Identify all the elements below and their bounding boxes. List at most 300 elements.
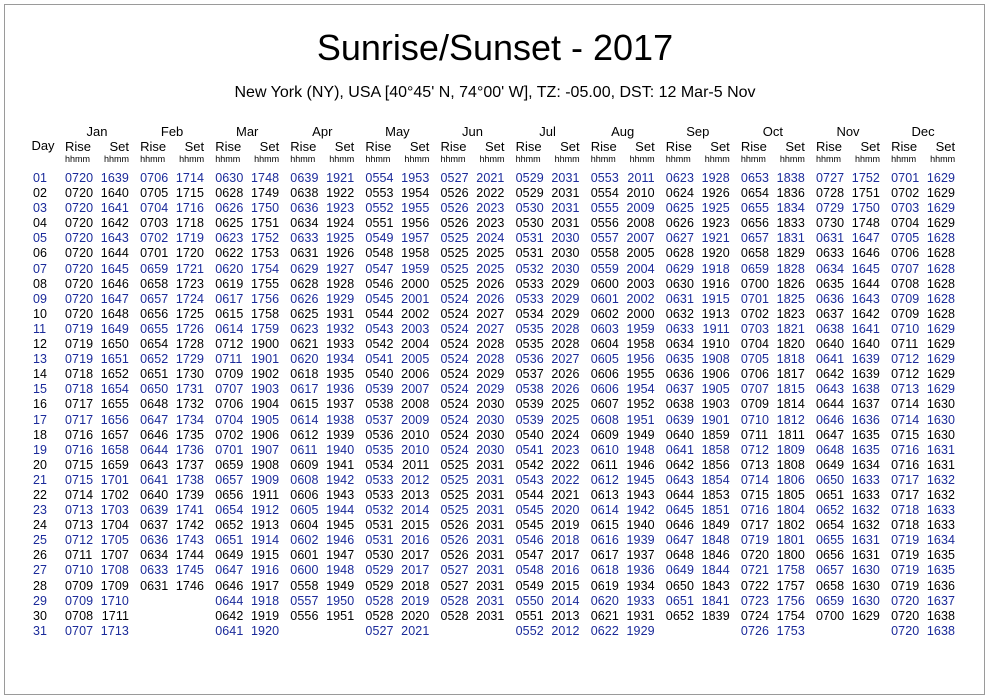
table-row xyxy=(664,277,732,292)
table-row xyxy=(664,428,732,443)
rise-time: 0528 xyxy=(365,608,394,623)
table-row xyxy=(138,262,206,277)
day-column xyxy=(33,171,59,639)
set-time: 1905 xyxy=(250,412,280,427)
set-time: 2031 xyxy=(476,487,505,502)
set-label: Set xyxy=(785,139,805,154)
table-row xyxy=(213,171,281,186)
set-time: 2030 xyxy=(551,246,580,261)
rise-time: 0717 xyxy=(65,412,94,427)
rise-time: 0525 xyxy=(440,231,469,246)
table-row xyxy=(889,246,957,261)
rise-time: 0524 xyxy=(440,306,469,321)
set-time: 1940 xyxy=(626,518,655,533)
table-row xyxy=(439,201,507,216)
rise-time: 0527 xyxy=(440,578,469,593)
table-row xyxy=(288,563,356,578)
rise-time: 0534 xyxy=(515,306,544,321)
table-row xyxy=(664,397,732,412)
set-time: 2030 xyxy=(476,427,505,442)
table-row xyxy=(814,579,882,594)
set-time: 1730 xyxy=(175,367,205,382)
rise-time: 0649 xyxy=(665,563,695,578)
set-time: 1640 xyxy=(100,186,129,201)
set-time: 1808 xyxy=(776,457,805,472)
table-row xyxy=(514,201,582,216)
unit-header xyxy=(664,154,732,165)
set-time: 1829 xyxy=(776,246,805,261)
set-time: 1914 xyxy=(250,533,280,548)
set-time: 2017 xyxy=(401,563,430,578)
day-number: 10 xyxy=(33,306,48,321)
set-time: 1635 xyxy=(851,427,880,442)
set-time: 2011 xyxy=(402,457,430,472)
table-row xyxy=(514,579,582,594)
set-time: 1958 xyxy=(401,246,430,261)
table-row xyxy=(739,443,807,458)
set-time: 1707 xyxy=(100,548,129,563)
table-row xyxy=(739,579,807,594)
set-time: 2010 xyxy=(401,442,430,457)
table-row xyxy=(514,382,582,397)
table-row xyxy=(589,624,657,639)
table-row xyxy=(589,548,657,563)
rise-time: 0528 xyxy=(440,608,469,623)
set-time: 1946 xyxy=(326,533,355,548)
rise-set-header xyxy=(814,139,882,154)
rise-label: Rise xyxy=(215,139,242,154)
set-time: 1853 xyxy=(701,487,730,502)
set-time: 1843 xyxy=(701,578,730,593)
table-row xyxy=(664,458,732,473)
table-row xyxy=(514,413,582,428)
table-row xyxy=(514,473,582,488)
day-number: 09 xyxy=(33,291,48,306)
rise-time: 0623 xyxy=(215,231,244,246)
rise-time: 0541 xyxy=(365,352,394,367)
rise-time: 0634 xyxy=(140,548,169,563)
unit-label: hhmm xyxy=(854,154,880,164)
set-time: 1925 xyxy=(326,231,355,246)
table-row xyxy=(363,322,431,337)
table-row xyxy=(889,201,957,216)
rise-time: 0554 xyxy=(590,186,619,201)
unit-label: hhmm xyxy=(290,154,316,164)
unit-label: hhmm xyxy=(254,154,280,164)
rise-time: 0617 xyxy=(590,548,619,563)
set-time: 1939 xyxy=(326,427,355,442)
rise-time: 0656 xyxy=(816,548,845,563)
rise-time: 0524 xyxy=(440,352,469,367)
rise-time: 0651 xyxy=(665,593,695,608)
table-row xyxy=(589,443,657,458)
table-row xyxy=(814,428,882,443)
table-row xyxy=(589,216,657,231)
table-row xyxy=(213,337,281,352)
month-name: Jun xyxy=(462,124,483,139)
rise-time: 0647 xyxy=(816,427,845,442)
table-row xyxy=(589,231,657,246)
set-time: 1635 xyxy=(926,563,956,578)
table-row xyxy=(213,277,281,292)
set-time: 1716 xyxy=(175,201,205,216)
set-time: 1820 xyxy=(776,337,805,352)
table-row xyxy=(63,473,131,488)
set-time: 1629 xyxy=(926,337,956,352)
rise-time: 0619 xyxy=(590,578,619,593)
set-time: 2025 xyxy=(551,397,580,412)
set-time: 1933 xyxy=(626,593,655,608)
set-time: 2001 xyxy=(401,291,430,306)
table-row xyxy=(138,458,206,473)
rise-time: 0727 xyxy=(816,171,845,185)
unit-header xyxy=(213,154,281,165)
table-row xyxy=(63,352,131,367)
set-time: 2021 xyxy=(551,487,580,502)
rise-time: 0612 xyxy=(290,427,319,442)
set-time: 1936 xyxy=(626,563,655,578)
table-row xyxy=(664,563,732,578)
table-row xyxy=(664,533,732,548)
set-time: 1644 xyxy=(851,276,880,291)
table-row xyxy=(739,292,807,307)
set-time: 1643 xyxy=(851,291,880,306)
table-row xyxy=(363,201,431,216)
rise-time: 0637 xyxy=(140,518,169,533)
set-time: 1638 xyxy=(926,608,956,623)
table-row xyxy=(889,262,957,277)
rise-time: 0525 xyxy=(440,246,469,261)
table-row xyxy=(814,563,882,578)
set-time: 2024 xyxy=(476,231,505,246)
rise-time: 0543 xyxy=(515,472,544,487)
set-time: 1931 xyxy=(626,608,655,623)
table-row xyxy=(213,413,281,428)
rise-time: 0644 xyxy=(140,442,169,457)
set-time: 2002 xyxy=(401,306,430,321)
table-row xyxy=(288,518,356,533)
table-row xyxy=(739,352,807,367)
rise-label: Rise xyxy=(740,139,767,154)
rise-time: 0524 xyxy=(440,412,469,427)
table-row xyxy=(814,322,882,337)
set-time: 2029 xyxy=(476,367,505,382)
set-label: Set xyxy=(560,139,580,154)
set-time: 2027 xyxy=(476,306,505,321)
set-time: 1913 xyxy=(250,518,280,533)
table-row xyxy=(213,488,281,503)
table-row xyxy=(514,548,582,563)
unit-label: hhmm xyxy=(179,154,205,164)
table-row xyxy=(514,443,582,458)
set-time: 1644 xyxy=(100,246,129,261)
table-row xyxy=(439,443,507,458)
table-row xyxy=(889,382,957,397)
set-time: 1928 xyxy=(701,171,730,185)
set-time: 2027 xyxy=(551,352,580,367)
table-row xyxy=(288,503,356,518)
set-label: Set xyxy=(109,139,129,154)
rise-time: 0546 xyxy=(515,533,544,548)
rise-time: 0544 xyxy=(515,487,544,502)
table-row xyxy=(288,246,356,261)
rise-time: 0658 xyxy=(816,578,845,593)
rise-time: 0719 xyxy=(891,548,920,563)
rise-time: 0713 xyxy=(891,382,920,397)
set-time: 1726 xyxy=(175,321,205,336)
month-header-may xyxy=(363,124,431,169)
table-row xyxy=(288,458,356,473)
set-time: 1634 xyxy=(926,533,956,548)
rise-time: 0526 xyxy=(440,201,469,216)
set-time: 1759 xyxy=(250,321,280,336)
set-time: 2017 xyxy=(551,548,580,563)
table-row xyxy=(439,246,507,261)
set-time: 1935 xyxy=(326,367,355,382)
set-time: 2011 xyxy=(627,171,655,185)
rise-time: 0718 xyxy=(891,503,920,518)
rise-time: 0542 xyxy=(365,337,394,352)
rise-label: Rise xyxy=(891,139,918,154)
set-time: 1915 xyxy=(250,548,280,563)
set-time: 1637 xyxy=(926,593,956,608)
rise-time: 0720 xyxy=(65,276,94,291)
rise-time: 0524 xyxy=(440,442,469,457)
set-time: 2031 xyxy=(476,593,505,608)
table-row xyxy=(889,458,957,473)
table-row xyxy=(138,397,206,412)
table-row xyxy=(439,262,507,277)
table-row xyxy=(288,579,356,594)
rise-time: 0623 xyxy=(665,171,695,185)
rise-time: 0524 xyxy=(440,382,469,397)
table-row xyxy=(213,292,281,307)
rise-time: 0638 xyxy=(816,321,845,336)
rise-time: 0719 xyxy=(891,578,920,593)
unit-header xyxy=(814,154,882,165)
set-time: 2031 xyxy=(476,533,505,548)
rise-time: 0718 xyxy=(65,367,94,382)
set-time: 1641 xyxy=(100,201,129,216)
rise-time: 0555 xyxy=(590,201,619,216)
table-row xyxy=(439,307,507,322)
table-row xyxy=(514,518,582,533)
rise-time: 0637 xyxy=(816,306,845,321)
table-row xyxy=(439,216,507,231)
set-time: 1955 xyxy=(401,201,430,216)
rise-time: 0724 xyxy=(740,608,770,623)
set-time: 1632 xyxy=(851,518,880,533)
rise-time: 0547 xyxy=(515,548,544,563)
unit-label: hhmm xyxy=(404,154,430,164)
rise-time: 0640 xyxy=(816,337,845,352)
rise-time: 0526 xyxy=(440,548,469,563)
set-time: 2009 xyxy=(401,412,430,427)
rise-time: 0652 xyxy=(140,352,169,367)
table-row xyxy=(363,337,431,352)
rise-time: 0706 xyxy=(740,367,770,382)
set-time: 1906 xyxy=(701,367,730,382)
rise-time: 0711 xyxy=(215,352,243,367)
set-time: 1926 xyxy=(326,246,355,261)
set-time: 1933 xyxy=(326,337,355,352)
rise-time: 0547 xyxy=(365,261,394,276)
set-time: 1748 xyxy=(250,171,280,185)
unit-label: hhmm xyxy=(704,154,730,164)
table-row xyxy=(814,277,882,292)
table-row xyxy=(213,322,281,337)
table-row xyxy=(363,563,431,578)
set-time: 2008 xyxy=(626,216,655,231)
rise-set-header xyxy=(363,139,431,154)
rise-time: 0658 xyxy=(140,276,169,291)
unit-label: hhmm xyxy=(891,154,917,164)
set-time: 1657 xyxy=(100,427,129,442)
month-name: Apr xyxy=(312,124,333,139)
rise-time: 0719 xyxy=(740,533,770,548)
table-row xyxy=(363,548,431,563)
set-time: 1928 xyxy=(326,276,355,291)
set-time: 2018 xyxy=(401,578,430,593)
set-time: 1758 xyxy=(776,563,805,578)
set-time: 1631 xyxy=(926,457,956,472)
set-time: 1911 xyxy=(702,321,730,336)
rise-time: 0650 xyxy=(665,578,695,593)
rise-time: 0621 xyxy=(590,608,619,623)
table-row xyxy=(63,382,131,397)
table-row xyxy=(439,488,507,503)
set-time: 1742 xyxy=(175,518,205,533)
table-row xyxy=(213,352,281,367)
set-time: 1752 xyxy=(250,231,280,246)
set-time: 1801 xyxy=(776,533,805,548)
set-time: 1823 xyxy=(776,306,805,321)
set-time: 1630 xyxy=(926,412,956,427)
rise-time: 0720 xyxy=(740,548,770,563)
rise-time: 0611 xyxy=(290,442,318,457)
day-number: 07 xyxy=(33,261,48,276)
rise-time: 0533 xyxy=(365,472,394,487)
table-row xyxy=(363,443,431,458)
rise-time: 0641 xyxy=(665,442,695,457)
table-row xyxy=(63,231,131,246)
day-number: 04 xyxy=(33,216,48,231)
set-time: 1932 xyxy=(326,321,355,336)
set-time: 2008 xyxy=(401,397,430,412)
unit-header xyxy=(363,154,431,165)
rise-time: 0712 xyxy=(891,352,920,367)
rise-time: 0608 xyxy=(290,472,319,487)
rise-time: 0545 xyxy=(365,291,394,306)
set-time: 1949 xyxy=(626,427,655,442)
rise-time: 0538 xyxy=(515,382,544,397)
set-time: 1628 xyxy=(926,306,956,321)
table-row xyxy=(439,609,507,624)
set-time: 1753 xyxy=(250,246,280,261)
rise-time: 0546 xyxy=(365,276,394,291)
set-time: 1846 xyxy=(701,548,730,563)
rise-time: 0714 xyxy=(740,472,770,487)
set-time: 2013 xyxy=(401,487,430,502)
rise-time: 0709 xyxy=(65,593,94,608)
table-row xyxy=(63,624,131,639)
rise-time: 0649 xyxy=(215,548,244,563)
table-row xyxy=(439,367,507,382)
table-row xyxy=(63,171,131,186)
set-time: 2020 xyxy=(401,608,430,623)
rise-time: 0606 xyxy=(290,487,319,502)
rise-time: 0533 xyxy=(515,276,544,291)
table-row xyxy=(514,428,582,443)
set-time: 1916 xyxy=(701,276,730,291)
set-time: 1745 xyxy=(175,563,205,578)
table-row xyxy=(213,594,281,609)
set-time: 1805 xyxy=(776,487,805,502)
set-time: 1959 xyxy=(401,261,430,276)
table-row xyxy=(814,458,882,473)
day-header: Day xyxy=(31,138,55,153)
table-row xyxy=(213,216,281,231)
rise-time: 0636 xyxy=(140,533,169,548)
table-row xyxy=(288,307,356,322)
table-row xyxy=(739,231,807,246)
table-row xyxy=(63,292,131,307)
table-row xyxy=(739,186,807,201)
table-row xyxy=(739,307,807,322)
set-time: 1942 xyxy=(326,472,355,487)
table-row xyxy=(138,533,206,548)
rise-time: 0622 xyxy=(215,246,244,261)
rise-time: 0710 xyxy=(740,412,770,427)
table-row xyxy=(439,186,507,201)
table-row xyxy=(363,262,431,277)
month-name: Jan xyxy=(86,124,108,139)
set-label: Set xyxy=(409,139,430,154)
set-time: 1949 xyxy=(326,578,355,593)
table-row xyxy=(363,231,431,246)
table-row xyxy=(589,352,657,367)
rise-time: 0608 xyxy=(590,412,619,427)
month-header-jul xyxy=(514,124,582,169)
rise-time: 0644 xyxy=(665,487,695,502)
table-row xyxy=(514,397,582,412)
table-row xyxy=(739,458,807,473)
table-row xyxy=(363,518,431,533)
rise-time: 0712 xyxy=(740,442,770,457)
set-time: 1629 xyxy=(926,171,956,185)
rise-time: 0548 xyxy=(515,563,544,578)
set-time: 2015 xyxy=(551,578,580,593)
rise-set-header xyxy=(439,139,507,154)
rise-time: 0647 xyxy=(665,533,695,548)
table-row xyxy=(439,171,507,186)
rise-time: 0552 xyxy=(365,201,394,216)
table-row xyxy=(514,352,582,367)
table-row xyxy=(664,413,732,428)
rise-time: 0627 xyxy=(665,231,695,246)
day-column-header xyxy=(30,138,56,153)
table-row xyxy=(439,579,507,594)
set-time: 1834 xyxy=(776,201,805,216)
set-time: 1649 xyxy=(100,321,129,336)
table-row xyxy=(664,292,732,307)
set-time: 1751 xyxy=(851,186,880,201)
table-row xyxy=(589,518,657,533)
table-row xyxy=(288,231,356,246)
month-rows-dec xyxy=(889,171,957,639)
set-time: 1714 xyxy=(175,171,205,185)
table-row xyxy=(814,292,882,307)
